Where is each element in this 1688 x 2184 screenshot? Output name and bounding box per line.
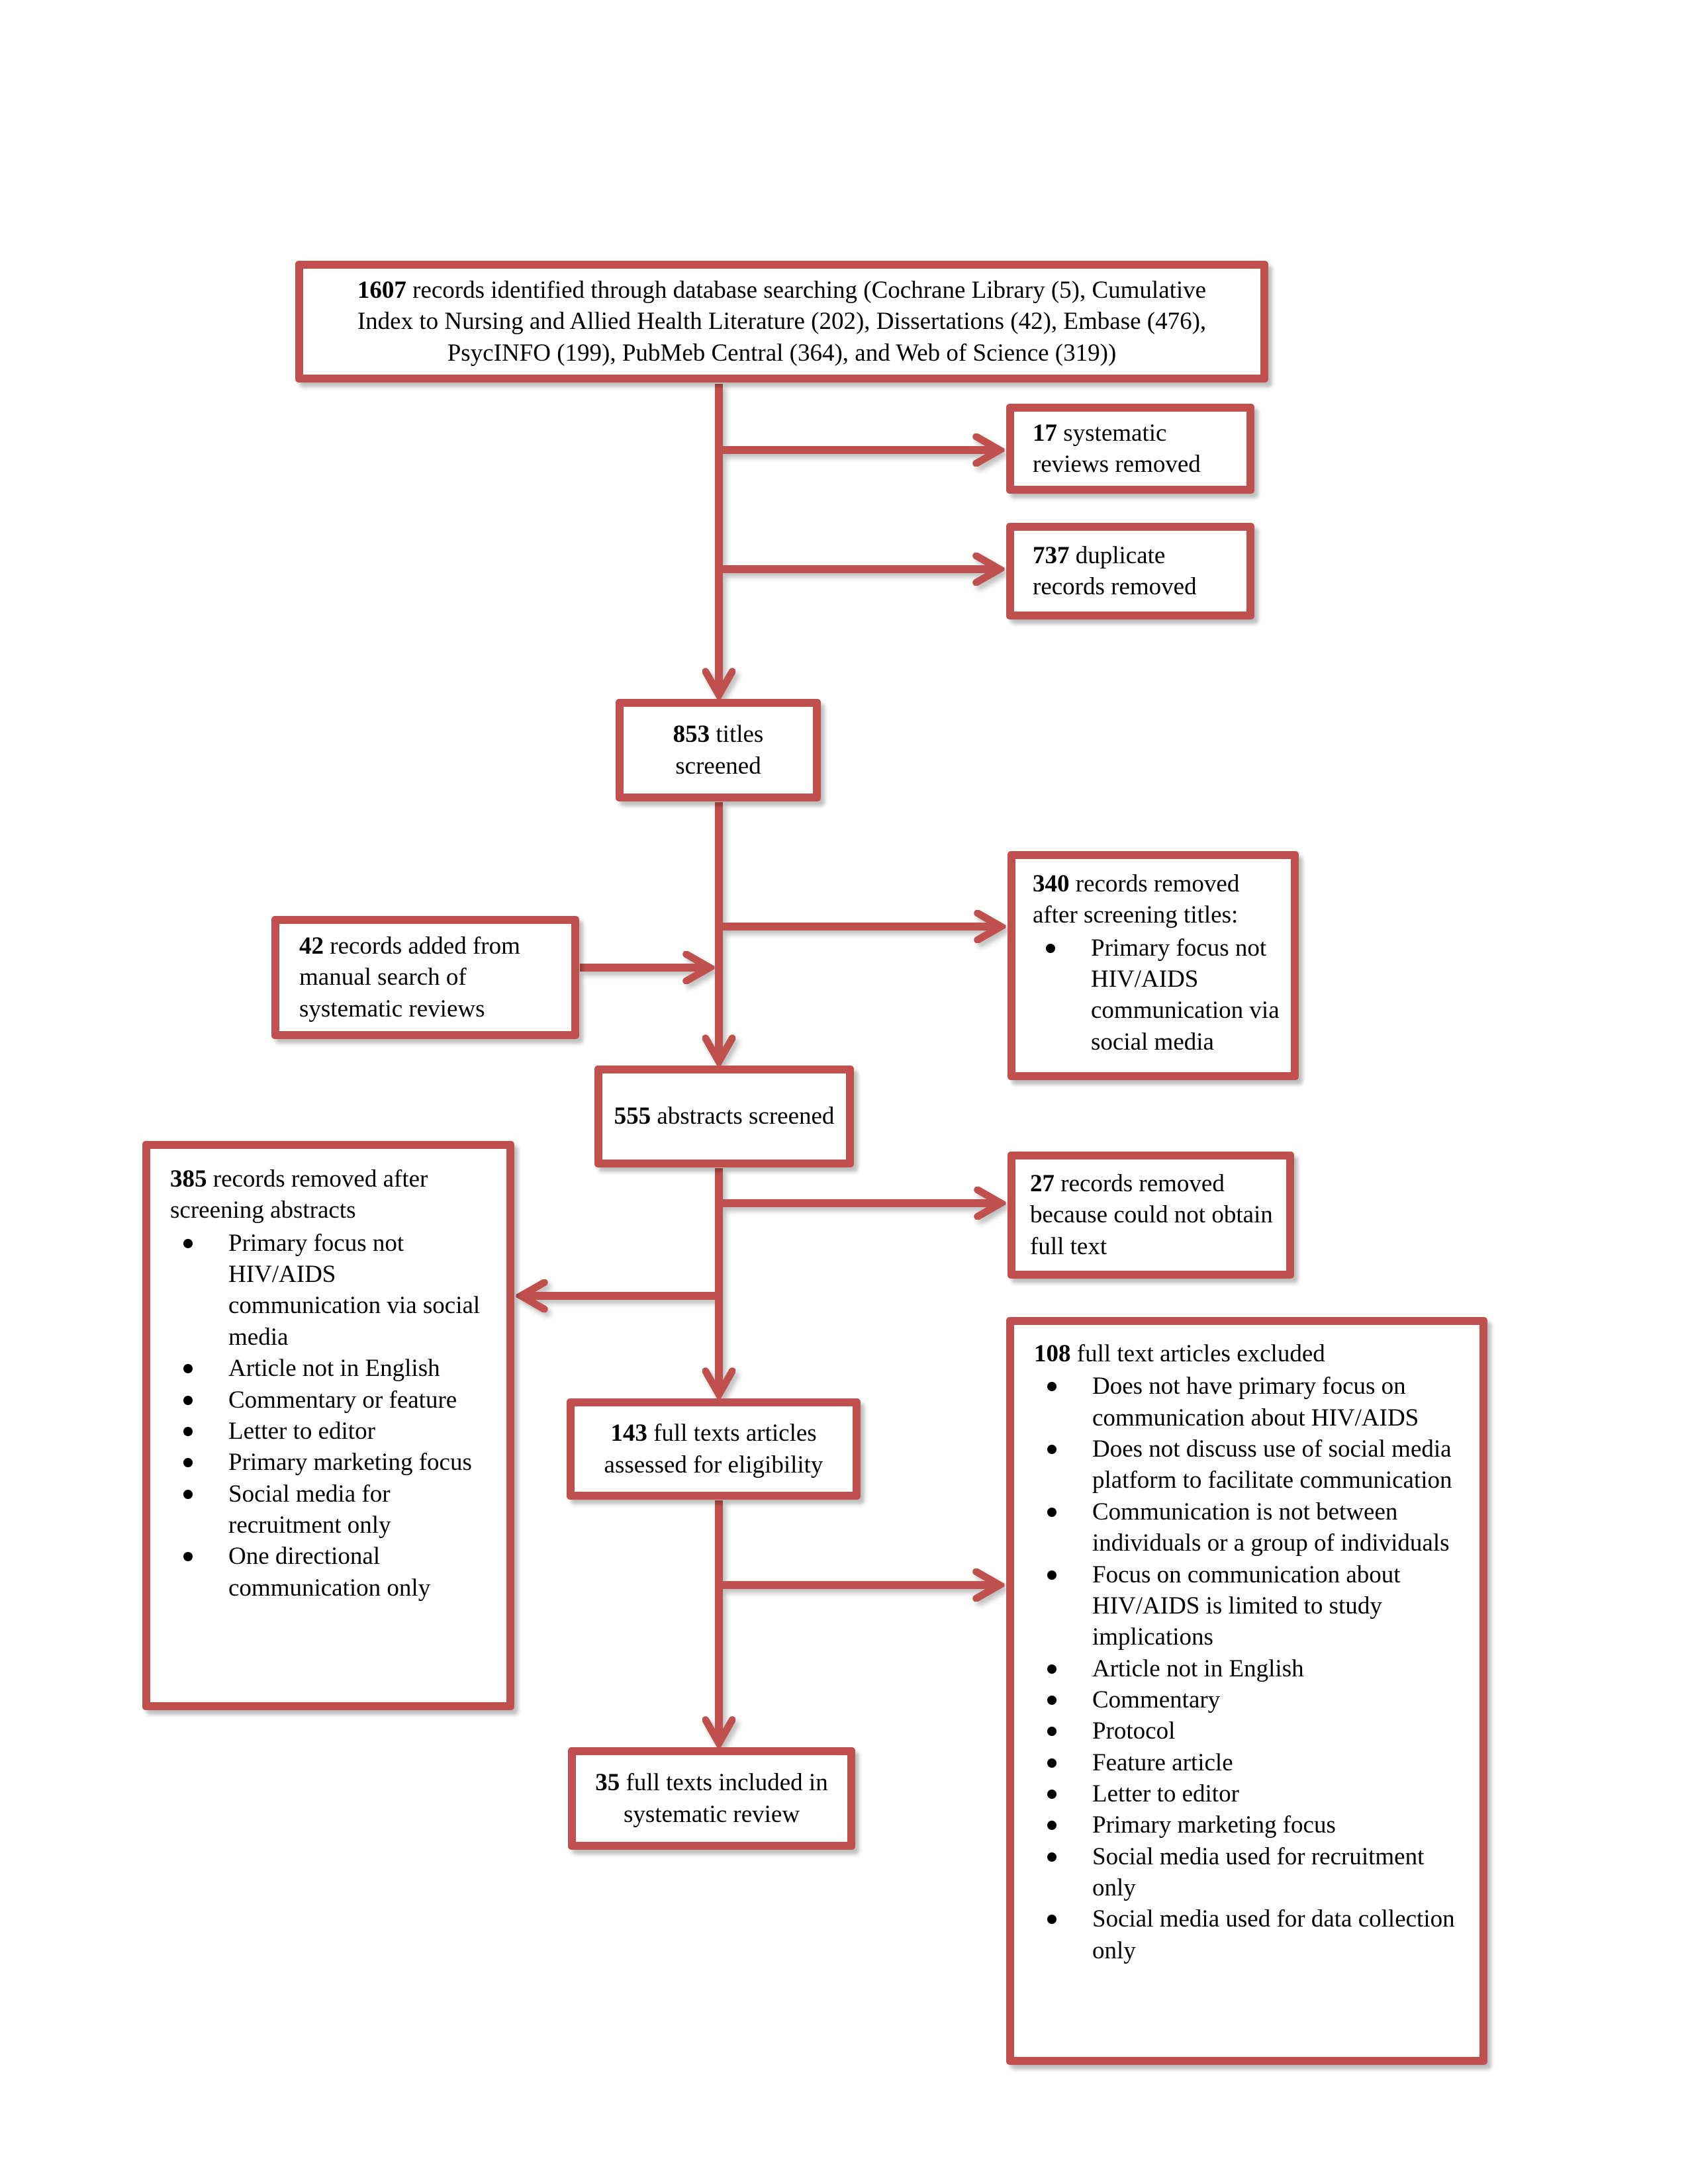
- bullet-item: Primary marketing focus: [170, 1447, 493, 1478]
- full-texts-excluded-text: 108 full text articles excluded: [1034, 1340, 1325, 1367]
- bullet-item: Social media for recruitment only: [170, 1479, 493, 1541]
- bullet-item: Primary marketing focus: [1034, 1809, 1468, 1841]
- box-full-texts-included: [568, 1747, 855, 1850]
- box-systematic-reviews-removed: [1006, 404, 1254, 494]
- no-full-text-text: 27 records removed because could not obtain full text: [1030, 1169, 1273, 1260]
- systematic-reviews-removed-text: 17 systematic reviews removed: [1033, 419, 1201, 478]
- full-texts-excluded-reasons: [1034, 1371, 1468, 1966]
- bullet-item: Article not in English: [170, 1353, 493, 1384]
- box-records-added-manual-search: [271, 916, 579, 1039]
- bullet-item: Primary focus not HIV/AIDS communication via social media: [170, 1228, 493, 1353]
- bullet-item: Article not in English: [1034, 1653, 1468, 1684]
- box-full-texts-assessed: [567, 1398, 861, 1500]
- bullet-item: One directional communication only: [170, 1541, 493, 1604]
- box-duplicate-records-removed: [1006, 523, 1254, 619]
- box-records-identified: [295, 261, 1268, 383]
- box-abstracts-screened: [594, 1066, 854, 1167]
- bullet-item: Social media used for recruitment only: [1034, 1841, 1468, 1904]
- duplicate-records-removed-text: 737 duplicate records removed: [1033, 541, 1197, 600]
- records-identified-text: 1607 records identified through database searching (Cochrane Library (5), Cumulative Index to Nursing and Allied Health Literature (202), Dissertations (42), Embase (476), PsycINFO (199), PubMeb Central (364), and Web of Science (319)): [357, 276, 1207, 367]
- box-records-removed-no-full-text: [1008, 1152, 1294, 1279]
- box-full-texts-excluded: [1006, 1317, 1487, 2065]
- bullet-item: Protocol: [1034, 1715, 1468, 1747]
- bullet-item: Letter to editor: [170, 1416, 493, 1447]
- full-texts-included-text: 35 full texts included in systematic review: [595, 1769, 828, 1828]
- bullet-item: Does not discuss use of social media platform to facilitate communication: [1034, 1433, 1468, 1496]
- titles-removed-reasons: [1033, 933, 1280, 1058]
- bullet-item: Primary focus not HIV/AIDS communication via social media: [1033, 933, 1280, 1058]
- bullet-item: Focus on communication about HIV/AIDS is limited to study implications: [1034, 1559, 1468, 1653]
- bullet-item: Social media used for data collection only: [1034, 1903, 1468, 1966]
- bullet-item: Commentary: [1034, 1684, 1468, 1715]
- abstracts-removed-reasons: [170, 1228, 493, 1604]
- bullet-item: Feature article: [1034, 1747, 1468, 1778]
- bullet-item: Communication is not between individuals or a group of individuals: [1034, 1496, 1468, 1559]
- titles-screened-text: 853 titles screened: [673, 721, 764, 780]
- box-records-removed-screening-abstracts: [142, 1141, 514, 1710]
- bullet-item: Does not have primary focus on communication about HIV/AIDS: [1034, 1371, 1468, 1433]
- abstracts-removed-text: 385 records removed after screening abstracts: [170, 1165, 428, 1224]
- bullet-item: Commentary or feature: [170, 1385, 493, 1416]
- abstracts-screened-text: 555 abstracts screened: [614, 1103, 835, 1130]
- manual-added-text: 42 records added from manual search of systematic reviews: [299, 932, 520, 1023]
- titles-removed-text: 340 records removed after screening titles:: [1033, 870, 1240, 929]
- full-texts-assessed-text: 143 full texts articles assessed for eligibility: [604, 1420, 823, 1479]
- box-titles-screened: [616, 699, 821, 801]
- box-records-removed-screening-titles: [1008, 851, 1299, 1080]
- bullet-item: Letter to editor: [1034, 1778, 1468, 1809]
